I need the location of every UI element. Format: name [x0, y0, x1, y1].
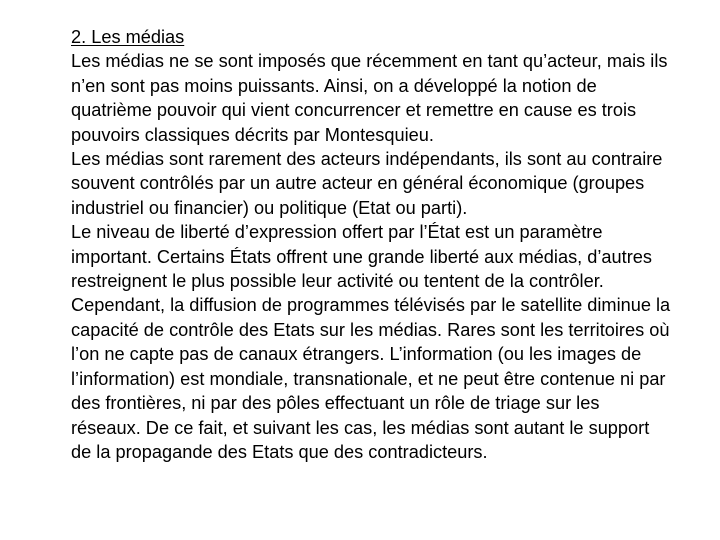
text-body	[71, 25, 671, 464]
paragraph-media-power: Les médias ne se sont imposés que récemment en tant qu’acteur, mais ils n’en sont pas moins puissants. Ainsi, on a développé la notion de quatrième pouvoir qui vient concurrencer et remettre en cause es trois pouvoirs classiques décrits par Montesquieu.	[71, 51, 668, 145]
paragraph-freedom-of-expression: Le niveau de liberté d’expression offert par l’État est un paramètre important. Certains États offrent une grande liberté aux médias, d’autres restreignent le plus possible leur activité ou tentent de la contrôler. Cependant, la diffusion de programmes télévisés par le satellite diminue la capacité de contrôle des Etats sur les médias. Rares sont les territoires où l’on ne capte pas de canaux étrangers. L’information (ou les images de l’information) est mondiale, transnationale, et ne peut être contenue ni par des frontières, ni par des pôles effectuant un rôle de triage sur les réseaux. De ce fait, et suivant les cas, les médias sont autant le support de la propagande des Etats que des contradicteurs.	[71, 222, 671, 462]
section-heading: 2. Les médias	[71, 27, 185, 47]
paragraph-media-control: Les médias sont rarement des acteurs indépendants, ils sont au contraire souvent contrôlés par un autre acteur en général économique (groupes industriel ou financier) ou politique (Etat ou parti).	[71, 149, 663, 218]
